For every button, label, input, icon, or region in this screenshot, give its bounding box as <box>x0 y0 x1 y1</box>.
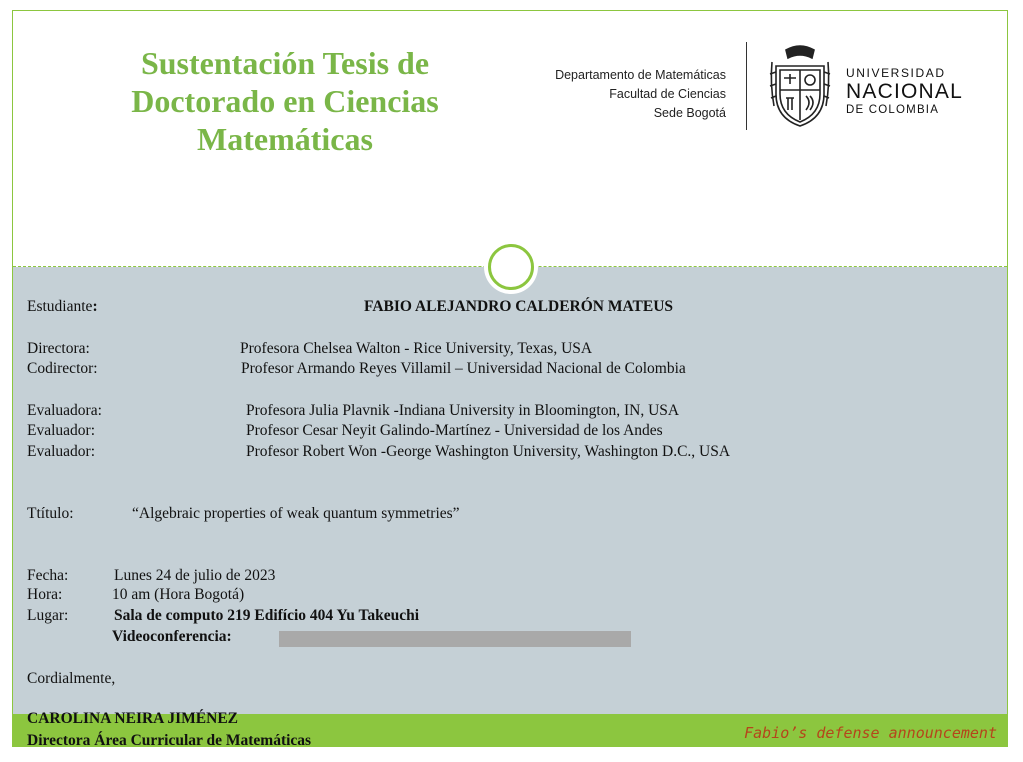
signer-name: CAROLINA NEIRA JIMÉNEZ <box>27 710 239 727</box>
dept-line-1: Departamento de Matemáticas <box>555 68 726 82</box>
evaluator-1-label: Evaluadora: <box>27 402 102 419</box>
thesis-title-value: “Algebraic properties of weak quantum symmetries” <box>132 505 460 522</box>
place-value: Sala de computo 219 Edifício 404 Yu Takeuchi <box>114 607 420 624</box>
student-label: Estudiante <box>27 298 93 315</box>
evaluator-3-value: Profesor Robert Won -George Washington University, Washington D.C., USA <box>246 443 731 460</box>
time-label: Hora: <box>27 586 63 603</box>
dept-line-3: Sede Bogotá <box>653 106 726 120</box>
redacted-link <box>279 631 631 647</box>
director-label: Directora: <box>27 340 90 357</box>
department-block <box>520 66 726 123</box>
director-value: Profesora Chelsea Walton - Rice University, Texas, USA <box>240 340 593 357</box>
thesis-title-label: Ttítulo: <box>27 505 74 522</box>
closing: Cordialmente, <box>27 670 116 687</box>
evaluator-1-value: Profesora Julia Plavnik -Indiana University in Bloomington, IN, USA <box>246 402 680 419</box>
announcement-text: Fabio’s defense announcement <box>744 724 997 742</box>
title-line-1: Sustentación Tesis de <box>140 45 430 81</box>
place-label: Lugar: <box>27 607 69 624</box>
dept-line-2: Facultad de Ciencias <box>609 87 726 101</box>
circle-ornament-icon <box>488 244 534 290</box>
university-name <box>846 66 963 117</box>
date-value: Lunes 24 de julio de 2023 <box>114 567 276 584</box>
title-line-2: Doctorado en Ciencias <box>131 83 439 119</box>
university-line-2: NACIONAL <box>846 80 963 103</box>
evaluator-2-value: Profesor Cesar Neyit Galindo-Martínez - Universidad de los Andes <box>246 422 663 439</box>
university-line-1: UNIVERSIDAD <box>846 66 946 80</box>
videoconference-label: Videoconferencia: <box>112 628 232 645</box>
page-title <box>60 44 510 158</box>
student-colon: : <box>92 298 98 315</box>
signer-title: Directora Área Curricular de Matemáticas <box>27 732 312 749</box>
codirector-label: Codirector: <box>27 360 98 377</box>
student-name: FABIO ALEJANDRO CALDERÓN MATEUS <box>364 298 674 315</box>
date-label: Fecha: <box>27 567 69 584</box>
evaluator-3-label: Evaluador: <box>27 443 96 460</box>
evaluator-2-label: Evaluador: <box>27 422 96 439</box>
codirector-value: Profesor Armando Reyes Villamil – Universidad Nacional de Colombia <box>241 360 686 377</box>
header-divider <box>746 42 747 130</box>
university-line-3: DE COLOMBIA <box>846 104 940 116</box>
student-label-row <box>27 297 98 316</box>
time-value: 10 am (Hora Bogotá) <box>112 586 245 603</box>
title-line-3: Matemáticas <box>197 121 373 157</box>
university-seal-icon <box>768 44 832 128</box>
